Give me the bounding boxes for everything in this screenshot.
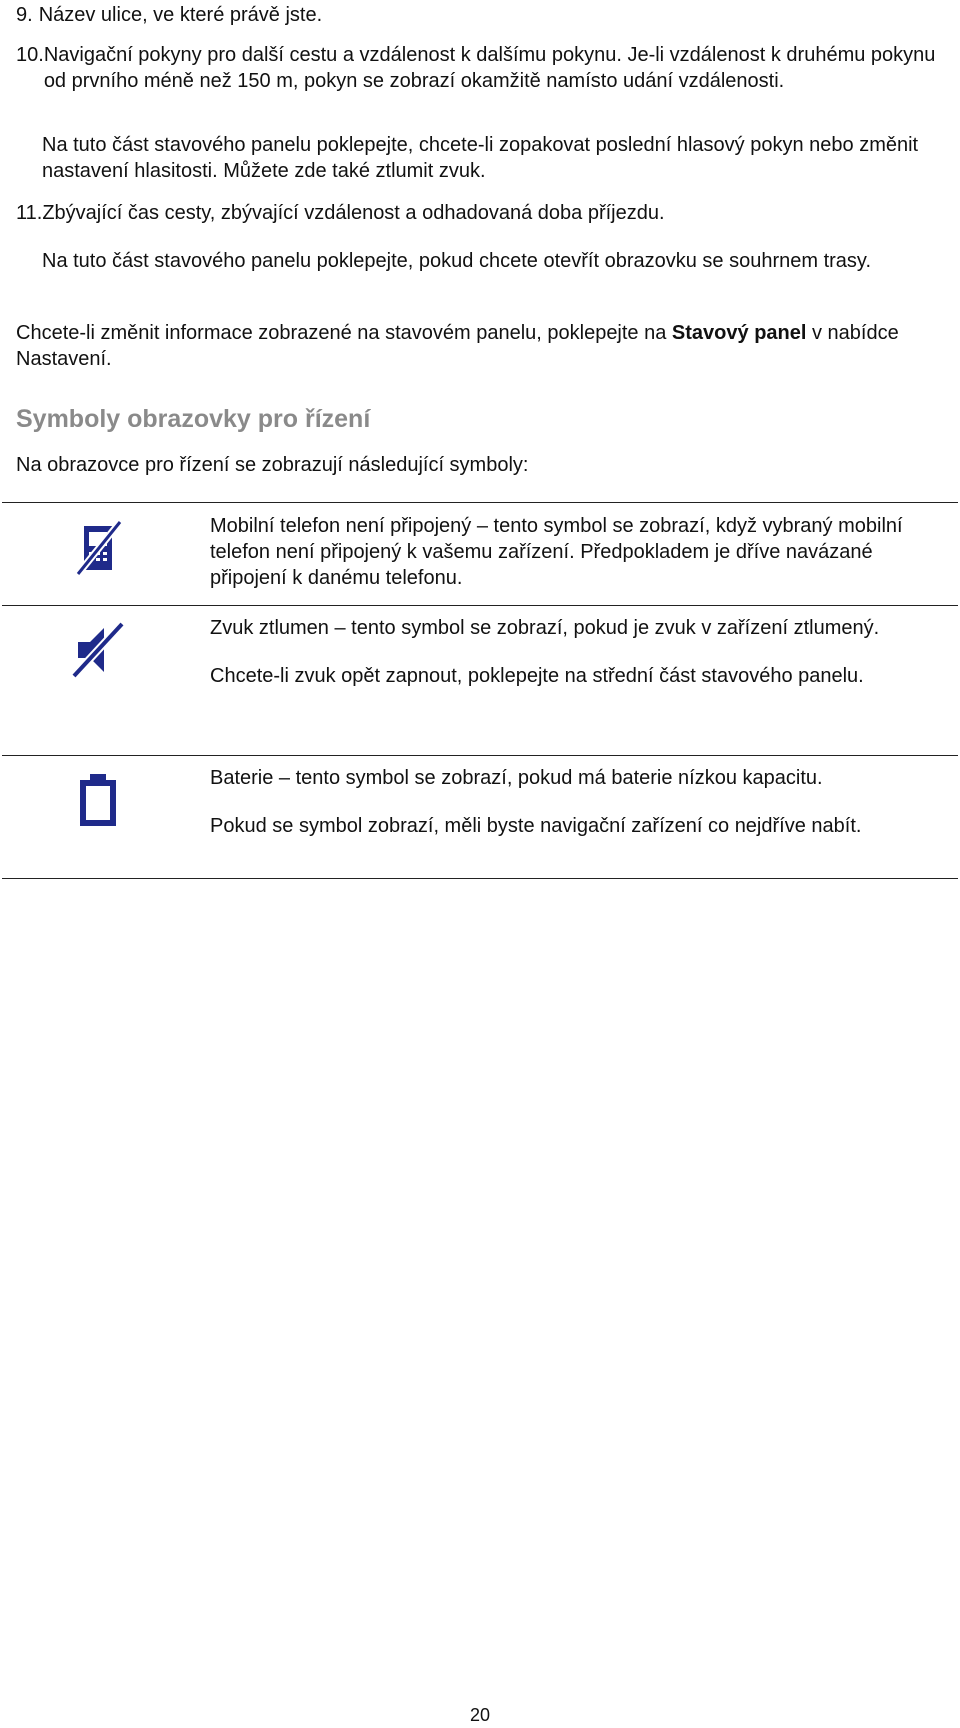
list-item-9 bbox=[16, 2, 956, 28]
paragraph-text-after: v nabídce Nastavení. bbox=[16, 322, 899, 370]
sound-muted-icon bbox=[70, 620, 130, 680]
settings-paragraph bbox=[16, 320, 951, 372]
list-item-10-note bbox=[42, 132, 947, 184]
symbol-description-note: Chcete-li zvuk opět zapnout, poklepejte na střední část stavového panelu. bbox=[210, 665, 864, 687]
item-text: Název ulice, ve které právě jste. bbox=[38, 4, 323, 26]
symbol-row-muted bbox=[210, 615, 950, 689]
section-heading: Symboly obrazovky pro řízení bbox=[16, 405, 371, 433]
list-item-10 bbox=[16, 42, 946, 94]
item-number: 10. bbox=[16, 44, 44, 66]
table-rule-bottom bbox=[2, 878, 958, 879]
list-item-11 bbox=[16, 200, 956, 226]
paragraph-text-before: Chcete-li změnit informace zobrazené na stavovém panelu, poklepejte na bbox=[16, 322, 672, 344]
symbol-description: Mobilní telefon není připojený – tento symbol se zobrazí, když vybraný mobilní telefon není připojený k vašemu zařízení. Předpokladem je dříve navázané připojení k danému telefonu. bbox=[210, 515, 903, 589]
item-text: Navigační pokyny pro další cestu a vzdálenost k dalšímu pokynu. Je-li vzdálenost k druhému pokynu od prvního méně než 150 m, pokyn se zobrazí okamžitě namísto udání vzdálenosti. bbox=[43, 44, 936, 92]
symbol-description: Baterie – tento symbol se zobrazí, pokud má baterie nízkou kapacitu. bbox=[210, 767, 823, 789]
list-item-11-note bbox=[42, 248, 957, 274]
item-number: 11. bbox=[16, 202, 43, 224]
table-rule bbox=[2, 605, 958, 606]
symbol-row-battery bbox=[210, 765, 950, 839]
battery-low-icon bbox=[70, 770, 130, 830]
table-rule bbox=[2, 755, 958, 756]
table-rule-top bbox=[2, 502, 958, 503]
symbol-description-note: Pokud se symbol zobrazí, měli byste navigační zařízení co nejdříve nabít. bbox=[210, 815, 862, 837]
item-note-text: Na tuto část stavového panelu poklepejte, pokud chcete otevřít obrazovku se souhrnem trasy. bbox=[42, 250, 871, 272]
item-text: Zbývající čas cesty, zbývající vzdálenost a odhadovaná doba příjezdu. bbox=[42, 202, 665, 224]
item-note-text: Na tuto část stavového panelu poklepejte, chcete-li zopakovat poslední hlasový pokyn nebo změnit nastavení hlasitosti. Můžete zde také ztlumit zvuk. bbox=[42, 134, 919, 182]
symbol-description: Zvuk ztlumen – tento symbol se zobrazí, pokud je zvuk v zařízení ztlumený. bbox=[210, 617, 880, 639]
section-intro: Na obrazovce pro řízení se zobrazují následující symboly: bbox=[16, 454, 529, 476]
paragraph-bold-term: Stavový panel bbox=[671, 322, 807, 344]
symbol-row-phone bbox=[210, 513, 950, 591]
page-number: 20 bbox=[469, 1705, 491, 1725]
item-number: 9. bbox=[16, 4, 33, 26]
phone-disconnected-icon bbox=[70, 518, 130, 578]
